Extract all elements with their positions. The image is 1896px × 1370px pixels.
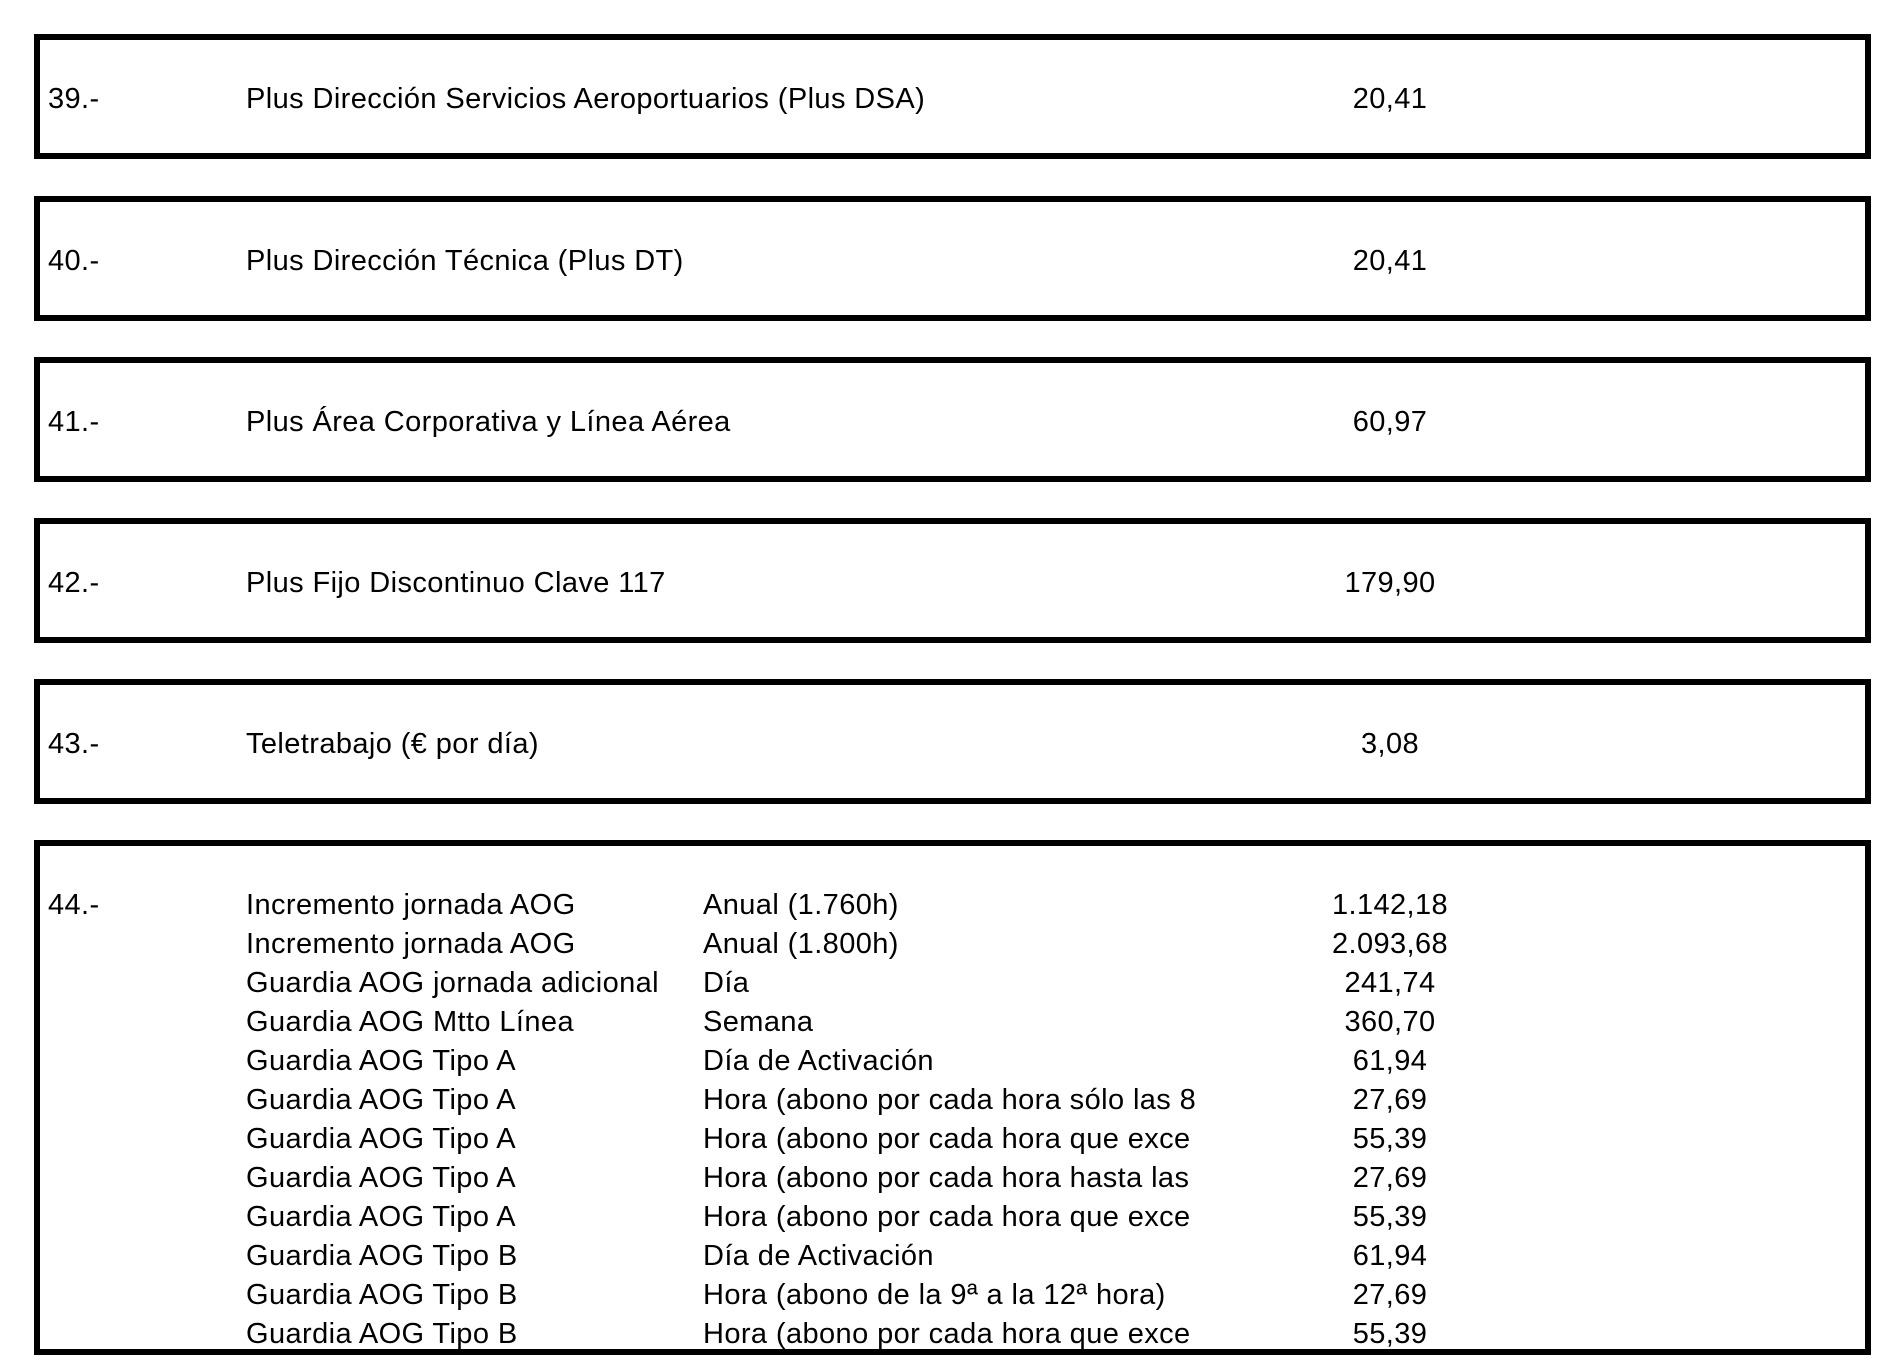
row-unit: Día de Activación (703, 1045, 934, 1077)
row-amount: 55,39 (1352, 1201, 1428, 1233)
item-description: Plus Fijo Discontinuo Clave 117 (246, 567, 666, 599)
row-concept: Guardia AOG Tipo B (246, 1318, 518, 1350)
row-amount: 61,94 (1352, 1240, 1428, 1272)
row-unit: Día (703, 967, 750, 999)
row-amount: 27,69 (1352, 1279, 1428, 1311)
item-amount: 3,08 (1360, 728, 1420, 760)
row-unit: Hora (abono por cada hora sólo las 8 (703, 1084, 1197, 1116)
item-number: 41.- (48, 406, 100, 438)
row-concept: Guardia AOG jornada adicional (246, 967, 660, 999)
item-number: 42.- (48, 567, 100, 599)
row-unit: Día de Activación (703, 1240, 934, 1272)
row-amount: 27,69 (1352, 1162, 1428, 1194)
item-number: 40.- (48, 245, 100, 277)
row-unit: Semana (703, 1006, 814, 1038)
row-concept: Guardia AOG Tipo A (246, 1162, 516, 1194)
row-amount: 360,70 (1344, 1006, 1436, 1038)
row-concept: Guardia AOG Tipo A (246, 1201, 516, 1233)
row-concept: Guardia AOG Tipo A (246, 1123, 516, 1155)
row-concept: Guardia AOG Tipo A (246, 1045, 516, 1077)
row-unit: Hora (abono por cada hora que exce (703, 1318, 1191, 1350)
row-concept: Guardia AOG Tipo A (246, 1084, 516, 1116)
row-concept: Incremento jornada AOG (246, 928, 576, 960)
item-number: 44.- (48, 889, 100, 921)
row-concept: Guardia AOG Tipo B (246, 1279, 518, 1311)
item-number: 39.- (48, 83, 100, 115)
row-unit: Hora (abono por cada hora hasta las (703, 1162, 1190, 1194)
row-amount: 61,94 (1352, 1045, 1428, 1077)
item-description: Plus Dirección Servicios Aeroportuarios (Plus DSA) (246, 83, 926, 115)
row-amount: 2.093,68 (1331, 928, 1449, 960)
row-amount: 241,74 (1344, 967, 1436, 999)
row-unit: Anual (1.760h) (703, 889, 899, 921)
row-amount: 27,69 (1352, 1084, 1428, 1116)
row-amount: 55,39 (1352, 1318, 1428, 1350)
row-concept: Guardia AOG Mtto Línea (246, 1006, 574, 1038)
item-description: Plus Dirección Técnica (Plus DT) (246, 245, 684, 277)
item-description: Plus Área Corporativa y Línea Aérea (246, 406, 731, 438)
item-box-40 (34, 196, 1871, 321)
item-description: Teletrabajo (€ por día) (246, 728, 539, 760)
item-amount: 20,41 (1352, 245, 1428, 277)
item-box-43 (34, 679, 1871, 804)
item-box-44 (34, 840, 1871, 1355)
row-concept: Incremento jornada AOG (246, 889, 576, 921)
item-box-41 (34, 357, 1871, 482)
row-unit: Hora (abono por cada hora que exce (703, 1123, 1191, 1155)
row-amount: 55,39 (1352, 1123, 1428, 1155)
item-amount: 20,41 (1352, 83, 1428, 115)
item-amount: 179,90 (1344, 567, 1436, 599)
row-amount: 1.142,18 (1331, 889, 1449, 921)
row-unit: Hora (abono de la 9ª a la 12ª hora) (703, 1279, 1166, 1311)
item-box-39 (34, 34, 1871, 159)
item-number: 43.- (48, 728, 100, 760)
item-box-42 (34, 518, 1871, 643)
row-concept: Guardia AOG Tipo B (246, 1240, 518, 1272)
row-unit: Hora (abono por cada hora que exce (703, 1201, 1191, 1233)
item-amount: 60,97 (1352, 406, 1428, 438)
row-unit: Anual (1.800h) (703, 928, 899, 960)
